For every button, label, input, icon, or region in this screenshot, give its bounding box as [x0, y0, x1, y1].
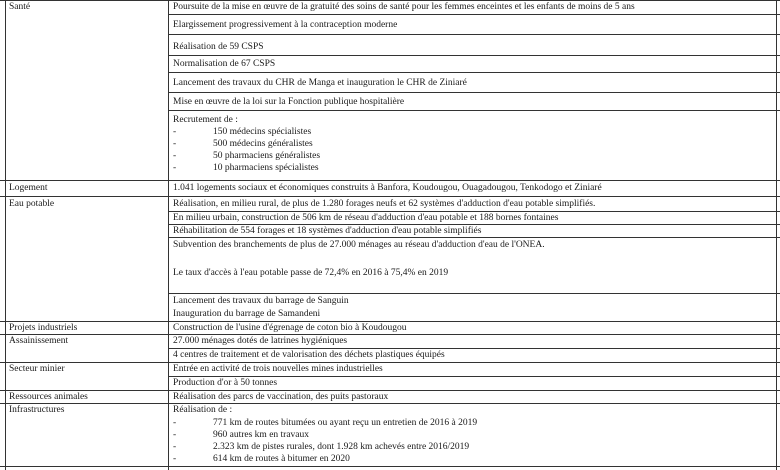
row-divider	[168, 376, 780, 377]
row-divider	[168, 348, 780, 349]
infra-title: Réalisation de :	[173, 405, 233, 415]
recrutement-item: 150 médecins spécialistes	[213, 127, 312, 137]
row-divider	[0, 390, 780, 391]
row-divider	[0, 196, 780, 197]
list-bullet: -	[173, 139, 177, 149]
list-bullet: -	[173, 454, 177, 464]
list-bullet: -	[173, 430, 177, 440]
sante-item: Réalisation de 59 CSPS	[173, 42, 264, 52]
list-bullet: -	[173, 163, 177, 173]
row-divider	[0, 403, 780, 404]
minier-item: Production d'or à 50 tonnes	[173, 378, 278, 388]
row-divider	[168, 110, 780, 111]
row-divider	[168, 92, 780, 93]
row-divider	[0, 321, 780, 322]
sante-item: Mise en œuvre de la loi sur la Fonction publique hospitalière	[173, 97, 405, 107]
row-divider	[0, 362, 780, 363]
column-divider	[168, 0, 169, 470]
row-divider	[168, 237, 780, 238]
recrutement-item: 500 médecins généralistes	[213, 139, 313, 149]
assainissement-item: 4 centres de traitement et de valorisation des déchets plastiques équipés	[173, 350, 445, 360]
sante-item: Lancement des travaux du CHR de Manga et inauguration le CHR de Ziniaré	[173, 78, 467, 88]
infra-item: 960 autres km en travaux	[213, 430, 310, 440]
recrutement-item: 10 pharmaciens spécialistes	[213, 163, 319, 173]
animales-item: Réalisation des parcs de vaccination, des puits pastoraux	[173, 392, 389, 402]
row-divider	[168, 293, 780, 294]
row-divider	[168, 14, 780, 15]
row-divider	[0, 466, 780, 467]
eau-item: Réalisation, en milieu rural, de plus de 1.280 forages neufs et 62 systèmes d'adduction d'eau potable simplifiés.	[173, 199, 596, 209]
sante-item: Poursuite de la mise en œuvre de la gratuité des soins de santé pour les femmes enceintes et les enfants de moins de 5 ans	[173, 2, 635, 12]
sante-item: Normalisation de 67 CSPS	[173, 59, 276, 69]
row-divider	[0, 180, 780, 181]
row-label-eau-potable: Eau potable	[9, 199, 55, 209]
infra-item: 614 km de routes à bitumer en 2020	[213, 454, 350, 464]
row-label-projets-industriels: Projets industriels	[9, 323, 78, 333]
recrutement-title: Recrutement de :	[173, 115, 238, 125]
list-bullet: -	[173, 151, 177, 161]
row-divider	[0, 334, 780, 335]
eau-item: Subvention des branchements de plus de 27.000 ménages au réseau d'adduction d'eau de l'ONEA.	[173, 240, 545, 250]
assainissement-item: 27.000 ménages dotés de latrines hygiéniques	[173, 336, 348, 346]
sante-item: Elargissement progressivement à la contraception moderne	[173, 20, 398, 30]
eau-item: Le taux d'accès à l'eau potable passe de 72,4% en 2016 à 75,4% en 2019	[173, 268, 449, 278]
table-border-left	[5, 0, 6, 470]
minier-item: Entrée en activité de trois nouvelles mines industrielles	[173, 364, 383, 374]
row-divider	[168, 34, 780, 35]
row-label-sante: Santé	[9, 2, 31, 12]
row-label-ressources-animales: Ressources animales	[9, 392, 88, 402]
eau-item: En milieu urbain, construction de 506 km de réseau d'adduction d'eau potable et 188 bornes fontaines	[173, 213, 559, 223]
eau-item: Inauguration du barrage de Samandeni	[173, 309, 321, 319]
infra-item: 2.323 km de pistes rurales, dont 1.928 km achevés entre 2016/2019	[213, 442, 470, 452]
row-divider	[168, 72, 780, 73]
row-divider	[168, 224, 780, 225]
logement-item: 1.041 logements sociaux et économiques construits à Banfora, Koudougou, Ouagadougou, Tenkodogo et Ziniaré	[173, 183, 602, 193]
row-label-logement: Logement	[9, 183, 48, 193]
list-bullet: -	[173, 442, 177, 452]
eau-item: Lancement des travaux du barrage de Sanguin	[173, 296, 349, 306]
list-bullet: -	[173, 127, 177, 137]
list-bullet: -	[173, 418, 177, 428]
row-label-assainissement: Assainissement	[9, 336, 69, 346]
row-label-secteur-minier: Secteur minier	[9, 364, 65, 374]
infra-item: 771 km de routes bitumées ou ayant reçu un entretien de 2016 à 2019	[213, 418, 478, 428]
row-divider	[168, 211, 780, 212]
row-divider	[0, 0, 780, 1]
row-divider	[168, 55, 780, 56]
recrutement-item: 50 pharmaciens généralistes	[213, 151, 321, 161]
eau-item: Réhabilitation de 554 forages et 18 systèmes d'adduction d'eau potable simplifiés	[173, 226, 482, 236]
table-border-right	[776, 0, 777, 470]
projets-item: Construction de l'usine d'égrenage de coton bio à Koudougou	[173, 323, 407, 333]
row-label-infrastructures: Infrastructures	[9, 405, 65, 415]
